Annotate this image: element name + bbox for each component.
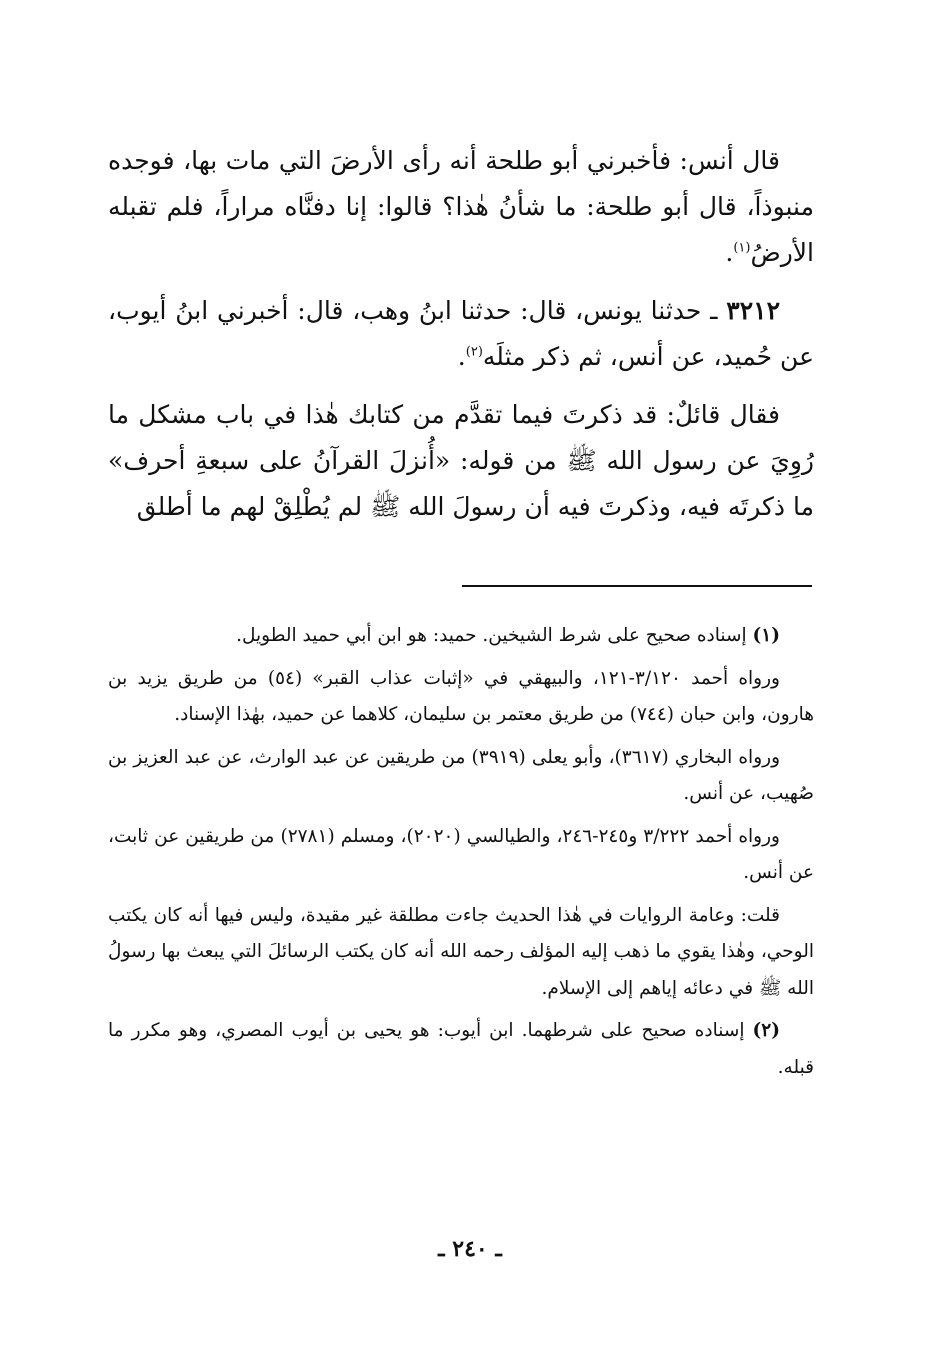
footnotes <box>108 618 814 1092</box>
main-text <box>108 138 814 542</box>
paragraph-end: . <box>725 238 734 267</box>
footnote-1-paragraph: ورواه البخاري (٣٦١٧)، وأبو يعلى (٣٩١٩) من طريقين عن عبد الوارث، عن عبد العزيز بن صُهيب، عن أنس. <box>108 746 814 804</box>
paragraph-text: قال أنس: فأخبرني أبو طلحة أنه رأى الأرضَ التي مات بها، فوجده منبوذاً، قال أبو طلحة: ما شأنُ هٰذا؟ قالوا: إنا دفنَّاه مراراً، فلم تقبله الأرضُ <box>108 146 814 267</box>
footnote-number: (١) <box>752 625 780 646</box>
paragraph-text: فقال قائلٌ: قد ذكرتَ فيما تقدَّم من كتابك هٰذا في باب مشكل ما رُوِيَ عن رسول الله ﷺ من قوله: «أُنزلَ القرآنُ على سبعةِ أحرف» ما ذكرتَه فيه، وذكرتَ فيه أن رسولَ الله ﷺ لم يُطْلِقْ لهم ما أطلق <box>108 400 814 521</box>
footnote-text: إسناده صحيح على شرط الشيخين. حميد: هو ابن أبي حميد الطويل. <box>236 625 753 646</box>
footnote-ref-2: (٢) <box>465 344 483 360</box>
footnote-1 <box>108 618 814 655</box>
hadith-number: ٣٢١٢ <box>726 296 780 325</box>
page-number: ـ ٢٤٠ ـ <box>438 1236 502 1262</box>
paragraph-hadith-3212 <box>108 288 814 380</box>
footnote-ref-1: (١) <box>733 240 751 256</box>
footnote-text: إسناده صحيح على شرطهما. ابن أيوب: هو يحيى بن أيوب المصري، وهو مكرر ما قبله. <box>108 1020 814 1078</box>
paragraph-objection <box>108 392 814 530</box>
footnote-1-paragraph: ورواه أحمد ٣/٢٢٢ و٢٤٥-٢٤٦، والطيالسي (٢٠٢٠)، ومسلم (٢٧٨١) من طريقين عن ثابت، عن أنس. <box>108 825 814 883</box>
footnote-number: (٢) <box>752 1020 780 1041</box>
paragraph-end: . <box>457 342 466 371</box>
paragraph-text: ـ حدثنا يونس، قال: حدثنا ابنُ وهب، قال: أخبرني ابنُ أيوب، عن حُميد، عن أنس، ثم ذكر مثلَه <box>108 296 814 371</box>
footnote-1-paragraph: قلت: وعامة الروايات في هٰذا الحديث جاءت مطلقة غير مقيدة، وليس فيها أنه كان يكتب الوحي، وهٰذا يقوي ما ذهب إليه المؤلف رحمه الله أنه كان يكتب الرسائلَ التي يبعث بها رسولُ الله ﷺ في دعائه إياهم إلى الإسلام. <box>108 904 814 999</box>
footnote-2 <box>108 1013 814 1086</box>
footnote-1-paragraph: ورواه أحمد ٣/١٢٠-١٢١، والبيهقي في «إثبات عذاب القبر» (٥٤) من طريق يزيد بن هارون، وابن حبان (٧٤٤) من طريق معتمر بن سليمان، كلاهما عن حميد، بهٰذا الإسناد. <box>108 667 814 725</box>
footnote-divider <box>462 585 812 587</box>
paragraph-anas-report <box>108 138 814 276</box>
